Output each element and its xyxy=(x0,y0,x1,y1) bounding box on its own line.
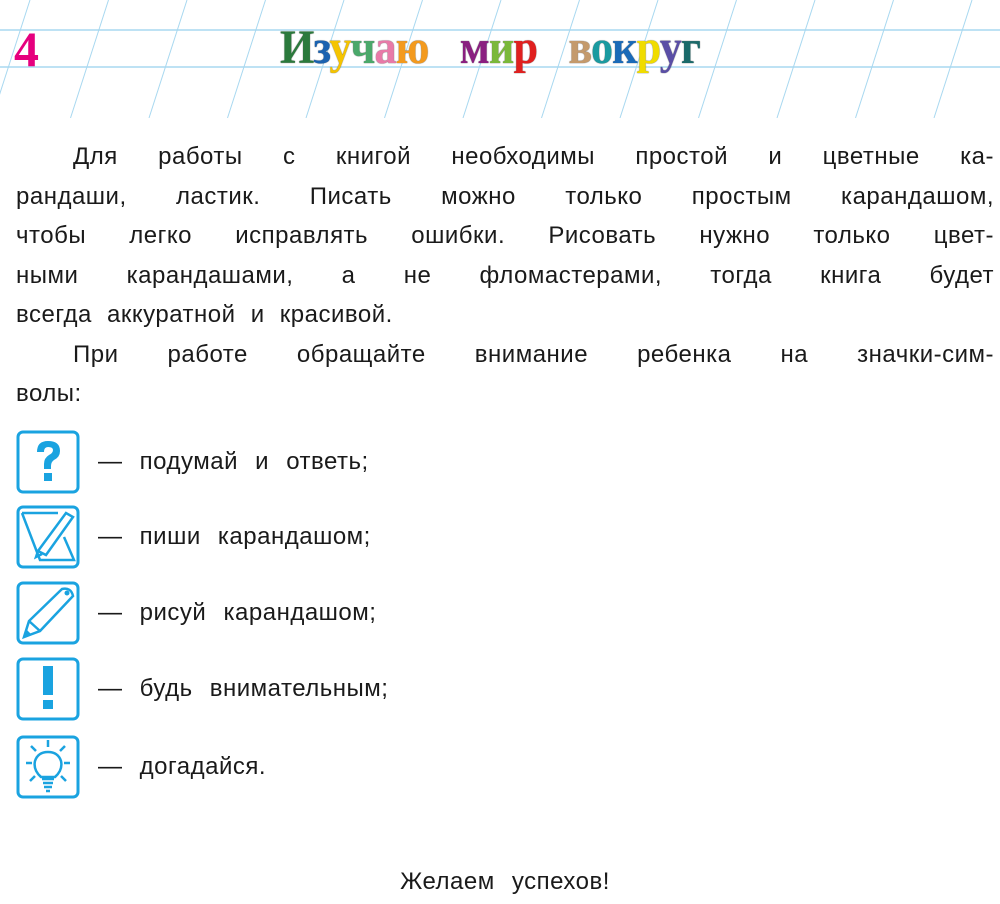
exclamation-icon xyxy=(16,657,80,721)
page-title xyxy=(280,21,731,74)
slant-line xyxy=(777,0,815,118)
title-letter: в xyxy=(568,21,592,74)
symbol-label: — рисуй карандашом; xyxy=(98,599,377,626)
symbol-guess xyxy=(16,735,266,799)
symbol-attention xyxy=(16,657,388,721)
title-letter: з xyxy=(313,21,330,74)
symbol-label: — догадайся. xyxy=(98,753,267,780)
text-line: рандаши, ластик. Писать можно только простым карандашом, xyxy=(16,182,994,210)
page-number: 4 xyxy=(14,21,39,77)
slant-line xyxy=(856,0,894,118)
symbol-label: — пиши карандашом; xyxy=(98,523,371,550)
title-letter: у xyxy=(659,21,681,74)
page-header xyxy=(0,0,1000,118)
symbol-label: — будь внимательным; xyxy=(98,675,389,702)
closing-wish: Желаем успехов! xyxy=(400,868,610,895)
title-letter: к xyxy=(612,21,637,74)
text-line: всегда аккуратной и красивой. xyxy=(16,301,393,328)
title-word xyxy=(460,21,537,74)
title-letter: м xyxy=(459,21,489,74)
intro-paragraph xyxy=(16,137,994,414)
title-word xyxy=(568,21,700,74)
title-letter: у xyxy=(329,21,351,74)
slant-line xyxy=(71,0,109,118)
symbol-write xyxy=(16,505,371,569)
question-icon xyxy=(16,430,80,494)
title-letter: и xyxy=(488,21,514,74)
symbol-label: — подумай и ответь; xyxy=(98,448,369,475)
title-letter: г xyxy=(680,21,701,74)
title-letter: а xyxy=(374,21,396,74)
pencil-icon xyxy=(16,581,80,645)
text-line: При работе обращайте внимание ребенка на значки-сим- xyxy=(73,340,994,368)
slant-line xyxy=(149,0,187,118)
title-letter: И xyxy=(280,21,314,74)
symbol-draw xyxy=(16,581,376,645)
slant-line xyxy=(228,0,266,118)
text-line: чтобы легко исправлять ошибки. Рисовать нужно только цвет- xyxy=(16,222,994,249)
text-line: Для работы с книгой необходимы простой и цветные ка- xyxy=(73,143,994,170)
title-letter: ю xyxy=(395,21,429,74)
symbol-question xyxy=(16,430,369,494)
title-letter: р xyxy=(513,21,538,74)
lightbulb-icon xyxy=(16,735,80,799)
slant-line xyxy=(934,0,972,118)
text-line: волы: xyxy=(16,380,82,407)
title-letter: ч xyxy=(350,21,375,74)
title-letter: р xyxy=(636,21,660,74)
title-letter: о xyxy=(591,21,613,74)
title-word xyxy=(280,21,428,74)
text-line: ными карандашами, а не фломастерами, тогда книга будет xyxy=(16,261,994,289)
write-pen-icon xyxy=(16,505,80,569)
